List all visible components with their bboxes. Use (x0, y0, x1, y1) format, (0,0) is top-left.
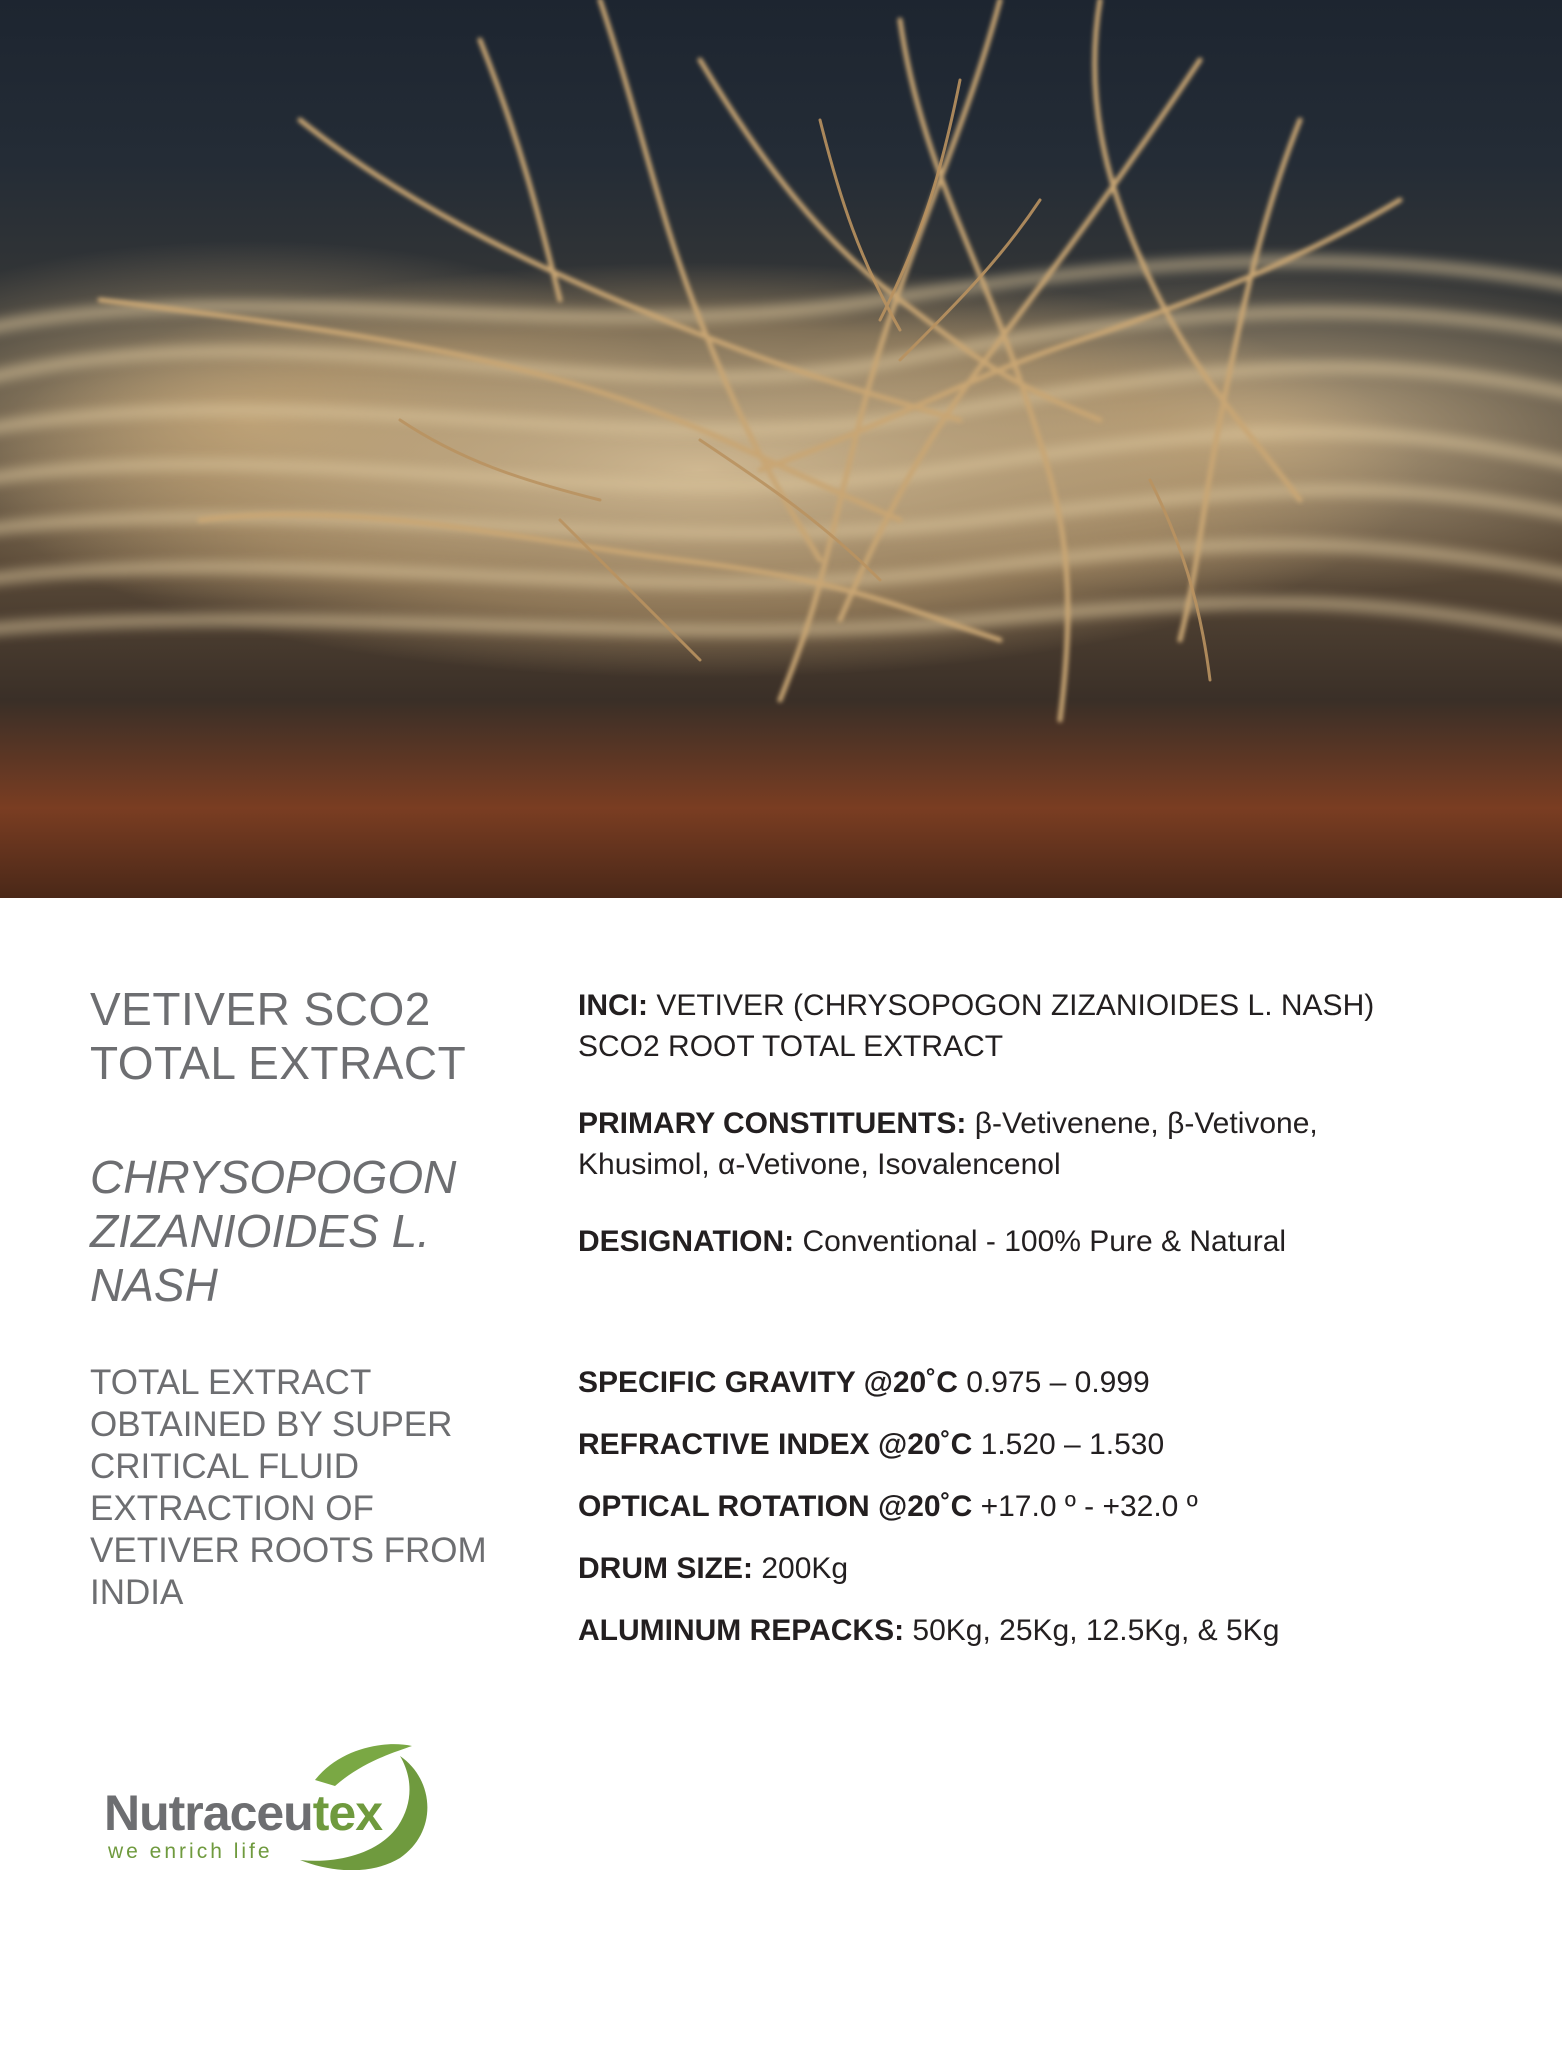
logo-tagline: we enrich life (108, 1840, 273, 1863)
description-line: EXTRACTION OF (90, 1489, 374, 1528)
spec-inci-value: VETIVER (CHRYSOPOGON ZIZANIOIDES L. NASH) (648, 989, 1375, 1022)
botanical-name (90, 1150, 510, 1312)
spec-refractive-value: 1.520 – 1.530 (972, 1428, 1165, 1461)
spec-gravity-label: SPECIFIC GRAVITY @20˚C (578, 1366, 958, 1399)
spec-optical-label: OPTICAL ROTATION @20˚C (578, 1490, 973, 1523)
roots-illustration (0, 0, 1562, 898)
spec-repacks-value: 50Kg, 25Kg, 12.5Kg, & 5Kg (904, 1614, 1280, 1647)
product-title-line2: TOTAL EXTRACT (90, 1037, 467, 1089)
spec-drum-size (578, 1548, 1518, 1589)
spec-inci (578, 985, 1518, 1067)
spec-repacks-label: ALUMINUM REPACKS: (578, 1614, 905, 1647)
spec-inci-value-line2: SCO2 ROOT TOTAL EXTRACT (578, 1030, 1004, 1063)
description-line: OBTAINED BY SUPER (90, 1405, 453, 1444)
botanical-name-line3: NASH (90, 1259, 218, 1311)
spec-primary-constituents (578, 1103, 1518, 1185)
spec-refractive-index (578, 1424, 1518, 1465)
spec-optical-value: +17.0 º - +32.0 º (972, 1490, 1198, 1523)
spec-optical-rotation (578, 1486, 1518, 1527)
spec-constituents-value: β-Vetivenene, β-Vetivone, (966, 1107, 1318, 1140)
spec-constituents-label: PRIMARY CONSTITUENTS: (578, 1107, 967, 1140)
spec-designation-label: DESIGNATION: (578, 1225, 795, 1258)
description-line: VETIVER ROOTS FROM (90, 1531, 487, 1570)
spec-aluminum-repacks (578, 1610, 1518, 1651)
nutraceutex-logo (100, 1740, 440, 1870)
botanical-name-line1: CHRYSOPOGON (90, 1151, 457, 1203)
specifications-column (578, 985, 1518, 1651)
spec-drum-value: 200Kg (753, 1552, 849, 1585)
hero-photo-vetiver-roots (0, 0, 1562, 898)
spec-constituents-value-line2: Khusimol, α-Vetivone, Isovalencenol (578, 1148, 1061, 1181)
spec-designation (578, 1221, 1518, 1262)
product-title (90, 982, 510, 1090)
description-line: TOTAL EXTRACT (90, 1363, 372, 1402)
spec-designation-value: Conventional - 100% Pure & Natural (794, 1225, 1287, 1258)
product-description (90, 1362, 510, 1614)
logo-word-main: Nutraceu (104, 1785, 313, 1841)
product-identity-column (90, 982, 510, 1614)
logo-word-accent: tex (312, 1785, 382, 1841)
spec-drum-label: DRUM SIZE: (578, 1552, 753, 1585)
spec-inci-label: INCI: (578, 989, 648, 1022)
botanical-name-line2: ZIZANIOIDES L. (90, 1205, 430, 1257)
product-title-line1: VETIVER SCO2 (90, 983, 431, 1035)
spec-gravity-value: 0.975 – 0.999 (957, 1366, 1150, 1399)
spec-specific-gravity (578, 1362, 1518, 1403)
spec-refractive-label: REFRACTIVE INDEX @20˚C (578, 1428, 973, 1461)
description-line: CRITICAL FLUID (90, 1447, 360, 1486)
description-line: INDIA (90, 1573, 184, 1612)
logo-wordmark (104, 1784, 382, 1842)
